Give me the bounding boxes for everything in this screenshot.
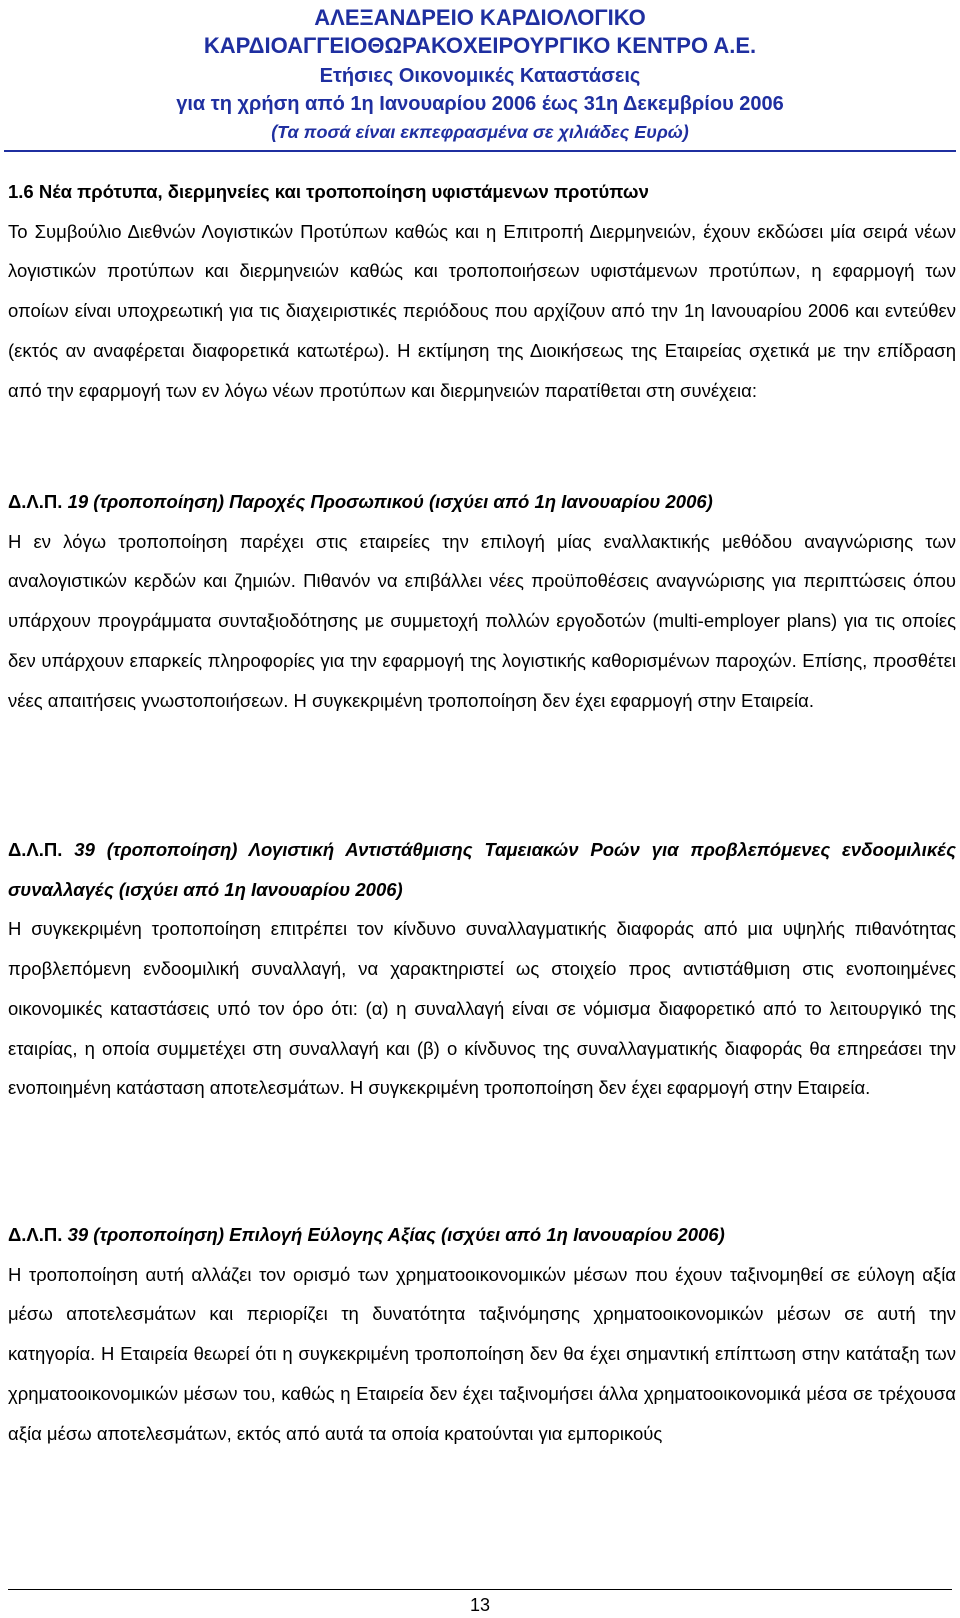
statements-title: Ετήσιες Οικονομικές Καταστάσεις — [319, 65, 641, 87]
header-divider — [4, 150, 956, 152]
currency-note: (Τα ποσά είναι εκπεφρασμένα σε χιλιάδες Ευρώ) — [271, 122, 689, 142]
standard-code: Δ.Λ.Π. — [8, 839, 63, 860]
standard-code: Δ.Λ.Π. — [8, 491, 63, 512]
amendment-title — [8, 1215, 956, 1255]
company-name-line2: ΚΑΡΔΙΟΑΓΓΕΙΟΘΩΡΑΚΟΧΕΙΡΟΥΡΓΙΚΟ ΚΕΝΤΡΟ Α.Ε. — [203, 33, 757, 58]
amendment-ias19 — [8, 482, 956, 720]
amendment-ias39-cashflow — [8, 830, 956, 1108]
page-number: 13 — [469, 1595, 491, 1615]
amendment-heading: 39 (τροποποίηση) Λογιστική Αντιστάθμισης Ταμειακών Ροών για προβλεπόμενες ενδοομιλικές συναλλαγές (ισχύει από 1η Ιανουαρίου 2006) — [8, 839, 956, 900]
section-title: 1.6 Νέα πρότυπα, διερμηνείες και τροποποίηση υφιστάμενων προτύπων — [8, 181, 649, 202]
amendment-title — [8, 830, 956, 909]
amendment-heading: 19 (τροποποίηση) Παροχές Προσωπικού (ισχύει από 1η Ιανουαρίου 2006) — [67, 491, 713, 512]
section-1-6 — [8, 172, 956, 410]
amendment-title — [8, 482, 956, 522]
amendment-body: Η εν λόγω τροποποίηση παρέχει στις εταιρείες την επιλογή μίας εναλλακτικής μεθόδου αναγνώρισης των αναλογιστικών κερδών και ζημιών. Πιθανόν να επιβάλλει νέες προϋποθέσεις αναγνώρισης για περιπτώσεις όπου υπάρχουν προγράμματα συνταξιοδότησης με συμμετοχή πολλών εργοδοτών (multi-employer plans) για τις οποίες δεν υπάρχουν επαρκείς πληροφορίες για την εφαρμογή της λογιστικής καθορισμένων παροχών. Επίσης, προσθέτει νέες απαιτήσεις γνωστοποιήσεων. Η συγκεκριμένη τροποποίηση δεν έχει εφαρμογή στην Εταιρεία. — [8, 530, 956, 711]
reporting-period: για τη χρήση από 1η Ιανουαρίου 2006 έως 31η Δεκεμβρίου 2006 — [176, 93, 784, 115]
footer-divider — [8, 1589, 952, 1590]
amendment-body: Η συγκεκριμένη τροποποίηση επιτρέπει τον κίνδυνο συναλλαγματικής διαφοράς από μια υψηλής πιθανότητας προβλεπόμενη ενδοομιλική συναλλαγή, να χαρακτηριστεί ως στοιχείο προς αντιστάθμιση στις ενοποιημένες οικονομικές καταστάσεις υπό τον όρο ότι: (α) η συναλλαγή είναι σε νόμισμα διαφορετικό από το λειτουργικό της εταιρίας, η οποία συμμετέχει στη συναλλαγή και (β) ο κίνδυνος της συναλλαγματικής διαφοράς θα επηρεάσει την ενοποιημένη κατάσταση αποτελεσμάτων. Η συγκεκριμένη τροποποίηση δεν έχει εφαρμογή στην Εταιρεία. — [8, 918, 956, 1099]
amendment-heading: 39 (τροποποίηση) Επιλογή Εύλογης Αξίας (ισχύει από 1η Ιανουαρίου 2006) — [67, 1224, 725, 1245]
standard-code: Δ.Λ.Π. — [8, 1224, 63, 1245]
section-intro: Το Συμβούλιο Διεθνών Λογιστικών Προτύπων καθώς και η Επιτροπή Διερμηνειών, έχουν εκδώσει μία σειρά νέων λογιστικών προτύπων και διερμηνειών καθώς και τροποποιήσεων υφιστάμενων προτύπων, η εφαρμογή των οποίων είναι υποχρεωτική για τις διαχειριστικές περιόδους που αρχίζουν από την 1η Ιανουαρίου 2006 και εντεύθεν (εκτός αν αναφέρεται διαφορετικά κατωτέρω). Η εκτίμηση της Διοικήσεως της Εταιρείας σχετικά με την επίδραση από την εφαρμογή των εν λόγω νέων προτύπων και διερμηνειών παρατίθεται στη συνέχεια: — [8, 220, 956, 401]
company-name: ΑΛΕΞΑΝΔΡΕΙΟ ΚΑΡΔΙΟΛΟΓΙΚΟ — [314, 5, 646, 30]
amendment-ias39-fairvalue — [8, 1215, 956, 1453]
amendment-body: Η τροποποίηση αυτή αλλάζει τον ορισμό των χρηματοοικονομικών μέσων που έχουν ταξινομηθεί σε εύλογη αξία μέσω αποτελεσμάτων και περιορίζει τη δυνατότητα ταξινόμησης χρηματοοικονομικών μέσων σε αυτή την κατηγορία. Η Εταιρεία θεωρεί ότι η συγκεκριμένη τροποποίηση δεν θα έχει σημαντική επίπτωση στην κατάταξη των χρηματοοικονομικών μέσων του, καθώς η Εταιρεία δεν έχει ταξινομήσει άλλα χρηματοοικονομικά μέσα σε τρέχουσα αξία μέσω αποτελεσμάτων, εκτός από αυτά τα οποία κρατούνται για εμπορικούς — [8, 1263, 956, 1444]
